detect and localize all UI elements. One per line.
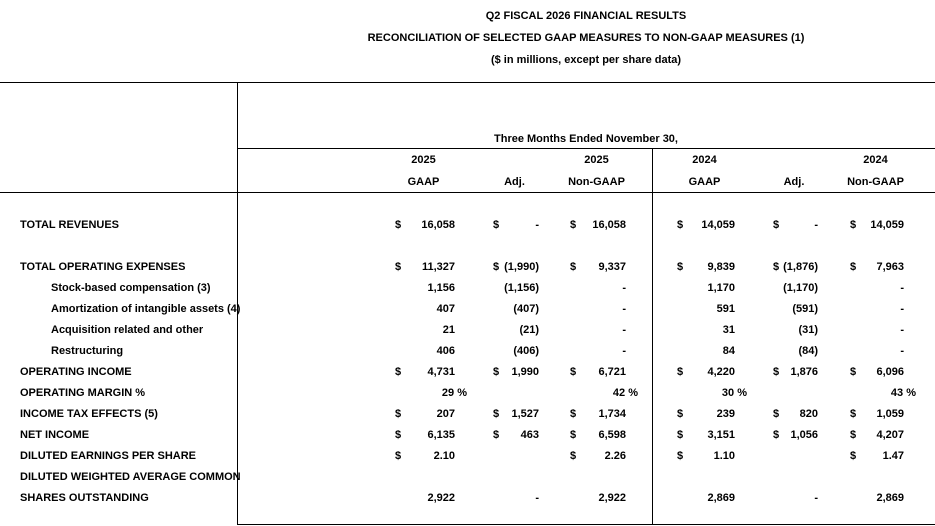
cell-value: 1,876 bbox=[790, 365, 818, 378]
cell-value: 84 bbox=[722, 344, 735, 357]
value-cell bbox=[768, 445, 820, 466]
row-label: DILUTED WEIGHTED AVERAGE COMMON bbox=[20, 470, 241, 483]
cell-value: 207 bbox=[436, 407, 455, 420]
value-cell bbox=[390, 298, 457, 319]
value-cell bbox=[768, 382, 820, 403]
value-cell bbox=[390, 382, 467, 403]
value-cell bbox=[672, 424, 737, 445]
currency-symbol: $ bbox=[395, 428, 402, 441]
row-label: INCOME TAX EFFECTS (5) bbox=[20, 407, 158, 420]
value-cell bbox=[390, 340, 457, 361]
cell-value: - bbox=[535, 218, 539, 231]
cell-value: 3,151 bbox=[707, 428, 735, 441]
value-cell bbox=[768, 319, 820, 340]
value-cell bbox=[390, 319, 457, 340]
currency-symbol: $ bbox=[773, 428, 780, 441]
cell-value: 1,156 bbox=[427, 281, 455, 294]
row-total-operating-expenses bbox=[0, 256, 935, 277]
report-title: Q2 FISCAL 2026 FINANCIAL RESULTS bbox=[485, 10, 687, 22]
cell-value: 43 % bbox=[890, 386, 916, 399]
cell-value: 4,220 bbox=[707, 365, 735, 378]
cell-value: 2.26 bbox=[604, 449, 626, 462]
value-cell bbox=[565, 340, 628, 361]
value-cell bbox=[390, 256, 457, 277]
row-restructuring bbox=[0, 340, 935, 361]
cell-value: (31) bbox=[798, 323, 818, 336]
value-cell bbox=[672, 277, 737, 298]
value-cell bbox=[845, 424, 906, 445]
value-cell bbox=[672, 340, 737, 361]
currency-symbol: $ bbox=[773, 407, 780, 420]
value-cell bbox=[672, 298, 737, 319]
value-cell bbox=[672, 445, 737, 466]
cell-value: 591 bbox=[716, 302, 735, 315]
cell-value: - bbox=[622, 344, 626, 357]
value-cell bbox=[672, 319, 737, 340]
row-amortization-intangibles bbox=[0, 298, 935, 319]
value-cell bbox=[672, 214, 737, 235]
value-cell bbox=[565, 319, 628, 340]
cell-value: (1,990) bbox=[504, 260, 539, 273]
year-header-2024-nongaap: 2024 bbox=[863, 153, 888, 166]
top-spacer bbox=[0, 193, 935, 214]
value-cell bbox=[488, 277, 541, 298]
row-acquisition-related bbox=[0, 319, 935, 340]
currency-symbol: $ bbox=[850, 260, 857, 273]
currency-symbol: $ bbox=[677, 260, 684, 273]
row-label: OPERATING MARGIN % bbox=[20, 386, 146, 399]
table-body bbox=[0, 193, 935, 508]
value-cell bbox=[768, 256, 820, 277]
row-operating-income bbox=[0, 361, 935, 382]
value-cell bbox=[845, 403, 906, 424]
value-cell bbox=[565, 382, 638, 403]
value-cell bbox=[768, 487, 820, 508]
col-header-nongaap-2025: Non-GAAP bbox=[568, 175, 625, 188]
value-cell bbox=[845, 298, 906, 319]
currency-symbol: $ bbox=[493, 260, 500, 273]
cell-value: 1,990 bbox=[511, 365, 539, 378]
cell-value: 6,096 bbox=[876, 365, 904, 378]
currency-symbol: $ bbox=[395, 218, 402, 231]
cell-value: 6,598 bbox=[598, 428, 626, 441]
cell-value: - bbox=[622, 281, 626, 294]
value-cell bbox=[565, 424, 628, 445]
value-cell bbox=[845, 340, 906, 361]
value-cell bbox=[565, 256, 628, 277]
row-net-income bbox=[0, 424, 935, 445]
cell-value: 16,058 bbox=[592, 218, 626, 231]
cell-value: 21 bbox=[442, 323, 455, 336]
cell-value: 9,337 bbox=[598, 260, 626, 273]
currency-symbol: $ bbox=[570, 365, 577, 378]
cell-value: (1,876) bbox=[783, 260, 818, 273]
measure-header-row bbox=[0, 171, 935, 192]
cell-value: 16,058 bbox=[421, 218, 455, 231]
value-cell bbox=[845, 256, 906, 277]
cell-value: 2,869 bbox=[707, 491, 735, 504]
value-cell bbox=[768, 403, 820, 424]
row-label: SHARES OUTSTANDING bbox=[20, 491, 149, 504]
currency-symbol: $ bbox=[773, 260, 780, 273]
value-cell bbox=[672, 256, 737, 277]
cell-value: 406 bbox=[436, 344, 455, 357]
row-label: Acquisition related and other bbox=[51, 323, 204, 336]
value-cell bbox=[768, 361, 820, 382]
value-cell bbox=[768, 424, 820, 445]
rule-bottom bbox=[237, 524, 935, 525]
value-cell bbox=[565, 361, 628, 382]
value-cell bbox=[488, 298, 541, 319]
currency-symbol: $ bbox=[677, 365, 684, 378]
row-shares-outstanding bbox=[0, 487, 935, 508]
cell-value: 6,135 bbox=[427, 428, 455, 441]
value-cell bbox=[488, 340, 541, 361]
cell-value: 1,056 bbox=[790, 428, 818, 441]
row-label: TOTAL OPERATING EXPENSES bbox=[20, 260, 186, 273]
year-header-adj-right bbox=[768, 149, 820, 170]
value-cell bbox=[565, 445, 628, 466]
value-cell bbox=[390, 214, 457, 235]
cell-value: 1,527 bbox=[511, 407, 539, 420]
row-label: DILUTED EARNINGS PER SHARE bbox=[20, 449, 197, 462]
value-cell bbox=[845, 214, 906, 235]
col-header-gaap-2025: GAAP bbox=[407, 175, 440, 188]
year-header-2025-gaap: 2025 bbox=[411, 153, 436, 166]
value-cell bbox=[845, 319, 906, 340]
row-label: Stock-based compensation (3) bbox=[51, 281, 211, 294]
cell-value: 1,059 bbox=[876, 407, 904, 420]
currency-symbol: $ bbox=[850, 449, 857, 462]
currency-symbol: $ bbox=[395, 449, 402, 462]
cell-value: 463 bbox=[520, 428, 539, 441]
value-cell bbox=[845, 445, 906, 466]
currency-symbol: $ bbox=[677, 428, 684, 441]
row-label: NET INCOME bbox=[20, 428, 90, 441]
currency-symbol: $ bbox=[395, 365, 402, 378]
cell-value: 239 bbox=[716, 407, 735, 420]
cell-value: 11,327 bbox=[421, 260, 455, 273]
report-units-note: ($ in millions, except per share data) bbox=[490, 54, 682, 66]
cell-value: 4,731 bbox=[427, 365, 455, 378]
value-cell bbox=[565, 403, 628, 424]
cell-value: - bbox=[814, 218, 818, 231]
currency-symbol: $ bbox=[570, 218, 577, 231]
cell-value: - bbox=[535, 491, 539, 504]
value-cell bbox=[390, 445, 457, 466]
currency-symbol: $ bbox=[493, 365, 500, 378]
value-cell bbox=[488, 382, 541, 403]
row-diluted-weighted-average-common bbox=[0, 466, 935, 487]
row-total-revenues bbox=[0, 214, 935, 235]
value-cell bbox=[672, 361, 737, 382]
value-cell bbox=[488, 424, 541, 445]
currency-symbol: $ bbox=[570, 260, 577, 273]
year-header-adj-left bbox=[488, 149, 541, 170]
cell-value: - bbox=[900, 323, 904, 336]
cell-value: - bbox=[900, 344, 904, 357]
value-cell bbox=[488, 361, 541, 382]
cell-value: 1.10 bbox=[713, 449, 735, 462]
cell-value: (21) bbox=[519, 323, 539, 336]
cell-value: 29 % bbox=[441, 386, 467, 399]
value-cell bbox=[390, 361, 457, 382]
currency-symbol: $ bbox=[677, 218, 684, 231]
currency-symbol: $ bbox=[493, 407, 500, 420]
value-cell bbox=[488, 487, 541, 508]
row-label: OPERATING INCOME bbox=[20, 365, 132, 378]
row-operating-margin bbox=[0, 382, 935, 403]
value-cell bbox=[565, 298, 628, 319]
cell-value: 1.47 bbox=[882, 449, 904, 462]
currency-symbol: $ bbox=[493, 218, 500, 231]
row-stock-based-compensation bbox=[0, 277, 935, 298]
currency-symbol: $ bbox=[850, 218, 857, 231]
currency-symbol: $ bbox=[850, 407, 857, 420]
cell-value: 2.10 bbox=[433, 449, 455, 462]
value-cell bbox=[565, 487, 628, 508]
value-cell bbox=[845, 361, 906, 382]
cell-value: 14,059 bbox=[870, 218, 904, 231]
currency-symbol: $ bbox=[850, 428, 857, 441]
cell-value: - bbox=[814, 491, 818, 504]
value-cell bbox=[845, 487, 906, 508]
blank-row bbox=[0, 235, 935, 256]
currency-symbol: $ bbox=[570, 407, 577, 420]
value-cell bbox=[768, 340, 820, 361]
cell-value: 2,869 bbox=[876, 491, 904, 504]
col-header-nongaap-2024: Non-GAAP bbox=[847, 175, 904, 188]
value-cell bbox=[768, 214, 820, 235]
value-cell bbox=[488, 214, 541, 235]
value-cell bbox=[845, 277, 906, 298]
currency-symbol: $ bbox=[677, 449, 684, 462]
cell-value: - bbox=[900, 302, 904, 315]
year-header-row bbox=[0, 149, 935, 170]
value-cell bbox=[488, 403, 541, 424]
value-cell bbox=[390, 277, 457, 298]
value-cell bbox=[768, 298, 820, 319]
cell-value: (1,170) bbox=[783, 281, 818, 294]
value-cell bbox=[672, 382, 747, 403]
value-cell bbox=[672, 403, 737, 424]
cell-value: 30 % bbox=[721, 386, 747, 399]
cell-value: 407 bbox=[436, 302, 455, 315]
cell-value: (407) bbox=[513, 302, 539, 315]
report-subtitle: RECONCILIATION OF SELECTED GAAP MEASURES TO NON-GAAP MEASURES (1) bbox=[367, 32, 805, 44]
currency-symbol: $ bbox=[570, 449, 577, 462]
cell-value: 7,963 bbox=[876, 260, 904, 273]
currency-symbol: $ bbox=[773, 218, 780, 231]
value-cell bbox=[390, 424, 457, 445]
cell-value: 4,207 bbox=[876, 428, 904, 441]
cell-value: - bbox=[900, 281, 904, 294]
cell-value: (1,156) bbox=[504, 281, 539, 294]
cell-value: 1,170 bbox=[707, 281, 735, 294]
cell-value: 31 bbox=[722, 323, 735, 336]
value-cell bbox=[488, 319, 541, 340]
currency-symbol: $ bbox=[493, 428, 500, 441]
year-header-2025-nongaap: 2025 bbox=[584, 153, 609, 166]
year-header-2024-gaap: 2024 bbox=[692, 153, 717, 166]
cell-value: 1,734 bbox=[598, 407, 626, 420]
value-cell bbox=[488, 256, 541, 277]
cell-value: 820 bbox=[799, 407, 818, 420]
value-cell bbox=[672, 487, 737, 508]
currency-symbol: $ bbox=[395, 260, 402, 273]
row-income-tax-effects bbox=[0, 403, 935, 424]
cell-value: - bbox=[622, 323, 626, 336]
row-label: Restructuring bbox=[51, 344, 124, 357]
col-header-adj-2025: Adj. bbox=[504, 175, 525, 188]
period-header: Three Months Ended November 30, bbox=[494, 133, 678, 145]
cell-value: 2,922 bbox=[598, 491, 626, 504]
currency-symbol: $ bbox=[570, 428, 577, 441]
cell-value: 42 % bbox=[612, 386, 638, 399]
col-header-adj-2024: Adj. bbox=[783, 175, 805, 188]
col-header-gaap-2024: GAAP bbox=[688, 175, 721, 188]
value-cell bbox=[845, 382, 916, 403]
cell-value: 9,839 bbox=[707, 260, 735, 273]
value-cell bbox=[768, 277, 820, 298]
cell-value: 6,721 bbox=[598, 365, 626, 378]
currency-symbol: $ bbox=[677, 407, 684, 420]
currency-symbol: $ bbox=[773, 365, 780, 378]
value-cell bbox=[390, 487, 457, 508]
value-cell bbox=[565, 214, 628, 235]
cell-value: (591) bbox=[792, 302, 818, 315]
value-cell bbox=[488, 445, 541, 466]
cell-value: 2,922 bbox=[427, 491, 455, 504]
cell-value: (406) bbox=[513, 344, 539, 357]
value-cell bbox=[565, 277, 628, 298]
row-label: Amortization of intangible assets (4) bbox=[51, 302, 241, 315]
row-diluted-eps bbox=[0, 445, 935, 466]
row-label: TOTAL REVENUES bbox=[20, 218, 120, 231]
cell-value: 14,059 bbox=[701, 218, 735, 231]
currency-symbol: $ bbox=[850, 365, 857, 378]
currency-symbol: $ bbox=[395, 407, 402, 420]
report-header bbox=[237, 5, 935, 71]
cell-value: (84) bbox=[798, 344, 818, 357]
cell-value: - bbox=[622, 302, 626, 315]
value-cell bbox=[390, 403, 457, 424]
